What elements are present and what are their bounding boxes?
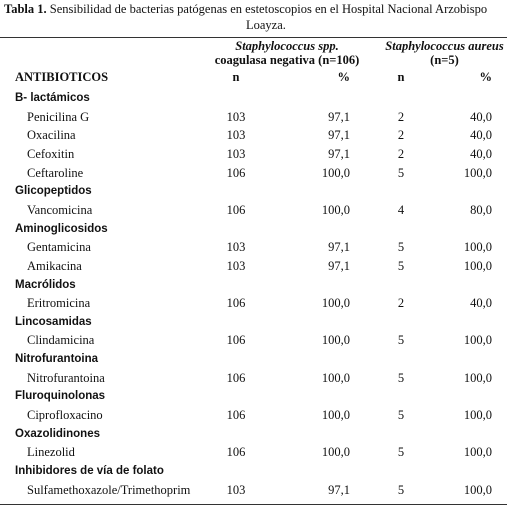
category-row <box>0 350 507 369</box>
category-row <box>0 276 507 295</box>
antibiotic-name: Nitrofurantoina <box>27 370 105 385</box>
category-row <box>0 387 507 406</box>
cell-n1: 106 <box>226 370 246 385</box>
column-header-row <box>0 68 507 87</box>
cell-p2: 80,0 <box>470 202 492 217</box>
cell-n1: 106 <box>226 445 246 460</box>
category-label: Nitrofurantoina <box>15 353 99 366</box>
table-row <box>0 126 507 145</box>
category-label: Glicopeptidos <box>15 185 92 198</box>
category-row <box>0 220 507 239</box>
cell-p2: 100,0 <box>463 445 492 460</box>
antibiotic-name: Amikacina <box>27 258 82 273</box>
table-row <box>0 406 507 425</box>
table-row <box>0 443 507 462</box>
cell-n2: 2 <box>397 109 405 124</box>
cell-p2: 100,0 <box>463 165 492 180</box>
cell-p1: 100,0 <box>321 370 350 385</box>
cell-p1: 97,1 <box>328 109 350 124</box>
cell-p2: 100,0 <box>463 370 492 385</box>
column-header-p1: % <box>337 70 350 84</box>
category-label: Aminoglicosidos <box>15 222 108 235</box>
table-row <box>0 108 507 127</box>
column-header-n1: n <box>232 70 240 84</box>
antibiotic-name: Clindamicina <box>27 333 95 348</box>
column-header-p2: % <box>479 70 492 84</box>
cell-n2: 5 <box>397 333 405 348</box>
cell-n2: 5 <box>397 445 405 460</box>
cell-n2: 5 <box>397 240 405 255</box>
cell-p2: 40,0 <box>470 296 492 311</box>
column-header-n2: n <box>397 70 405 84</box>
table-row <box>0 294 507 313</box>
caption-label: Tabla 1. <box>4 2 47 16</box>
group2-header <box>382 39 507 67</box>
antibiotic-name: Penicilina G <box>27 109 90 124</box>
cell-p2: 100,0 <box>463 408 492 423</box>
antibiotic-name: Ceftaroline <box>27 165 84 180</box>
table-row <box>0 331 507 350</box>
category-label: Oxazolidinones <box>15 427 100 440</box>
antibiotic-name: Cefoxitin <box>27 146 75 161</box>
cell-p2: 40,0 <box>470 146 492 161</box>
cell-p1: 100,0 <box>321 202 350 217</box>
cell-n2: 2 <box>397 128 405 143</box>
cell-p2: 100,0 <box>463 258 492 273</box>
table-row <box>0 369 507 388</box>
group-header-row <box>0 39 507 69</box>
cell-n1: 103 <box>226 146 246 161</box>
top-rule <box>0 37 507 38</box>
group2-subtitle: (n=5) <box>430 53 459 67</box>
cell-n1: 106 <box>226 202 246 217</box>
cell-n2: 5 <box>397 408 405 423</box>
cell-p2: 40,0 <box>470 109 492 124</box>
cell-p1: 97,1 <box>328 482 350 497</box>
caption-text-line1: Sensibilidad de bacterias patógenas en estetoscopios en el Hospital Nacional Arzobispo <box>46 2 488 16</box>
caption-text-line2: Loayza. <box>246 18 286 32</box>
table-row <box>0 257 507 276</box>
cell-n2: 5 <box>397 258 405 273</box>
cell-n2: 2 <box>397 296 405 311</box>
cell-n1: 103 <box>226 240 246 255</box>
antibiotic-name: Oxacilina <box>27 128 76 143</box>
cell-p1: 100,0 <box>321 165 350 180</box>
cell-p1: 97,1 <box>328 128 350 143</box>
category-row <box>0 462 507 481</box>
cell-p2: 100,0 <box>463 240 492 255</box>
cell-p1: 100,0 <box>321 408 350 423</box>
cell-n1: 103 <box>226 258 246 273</box>
cell-n1: 106 <box>226 296 246 311</box>
cell-n2: 5 <box>397 370 405 385</box>
bottom-rule <box>0 504 507 505</box>
cell-p2: 100,0 <box>463 333 492 348</box>
cell-p1: 100,0 <box>321 333 350 348</box>
table-row <box>0 481 507 500</box>
group1-name: Staphylococcus spp. <box>235 39 339 53</box>
category-label: Inhibidores de vía de folato <box>15 465 164 477</box>
category-label: Macrólidos <box>15 278 76 291</box>
group2-name: Staphylococcus aureus <box>385 39 504 53</box>
cell-p2: 100,0 <box>463 482 492 497</box>
cell-p1: 100,0 <box>321 445 350 460</box>
cell-n2: 5 <box>397 165 405 180</box>
antibiotic-name: Vancomicina <box>27 202 93 217</box>
antibiotic-name: Linezolid <box>27 445 75 460</box>
cell-n2: 5 <box>397 482 405 497</box>
table-row <box>0 164 507 183</box>
table-row <box>0 201 507 220</box>
group1-subtitle: coagulasa negativa (n=106) <box>214 53 360 67</box>
cell-p1: 100,0 <box>321 296 350 311</box>
cell-n1: 103 <box>226 109 246 124</box>
table-caption <box>4 1 507 33</box>
cell-n1: 103 <box>226 482 246 497</box>
cell-n1: 106 <box>226 165 246 180</box>
cell-n2: 2 <box>397 146 405 161</box>
antibiotic-name: Gentamicina <box>27 240 91 255</box>
cell-n1: 103 <box>226 128 246 143</box>
category-row <box>0 182 507 201</box>
antibiotic-name: Eritromicina <box>27 296 91 311</box>
category-label: B- lactámicos <box>15 92 90 104</box>
cell-n1: 106 <box>226 408 246 423</box>
category-row <box>0 425 507 444</box>
antibiotic-name: Sulfamethoxazole/Trimethoprim <box>27 482 191 497</box>
group1-header <box>192 39 382 67</box>
category-label: Lincosamidas <box>15 315 92 328</box>
antibiotic-name: Ciprofloxacino <box>27 408 103 423</box>
category-row <box>0 89 507 108</box>
column-header-antibiotics: ANTIBIOTICOS <box>15 70 109 84</box>
cell-p1: 97,1 <box>328 258 350 273</box>
category-label: Fluroquinolonas <box>15 390 106 403</box>
cell-n1: 106 <box>226 333 246 348</box>
category-row <box>0 313 507 332</box>
cell-p2: 40,0 <box>470 128 492 143</box>
cell-n2: 4 <box>397 202 405 217</box>
cell-p1: 97,1 <box>328 146 350 161</box>
cell-p1: 97,1 <box>328 240 350 255</box>
table-row <box>0 238 507 257</box>
table-row <box>0 145 507 164</box>
